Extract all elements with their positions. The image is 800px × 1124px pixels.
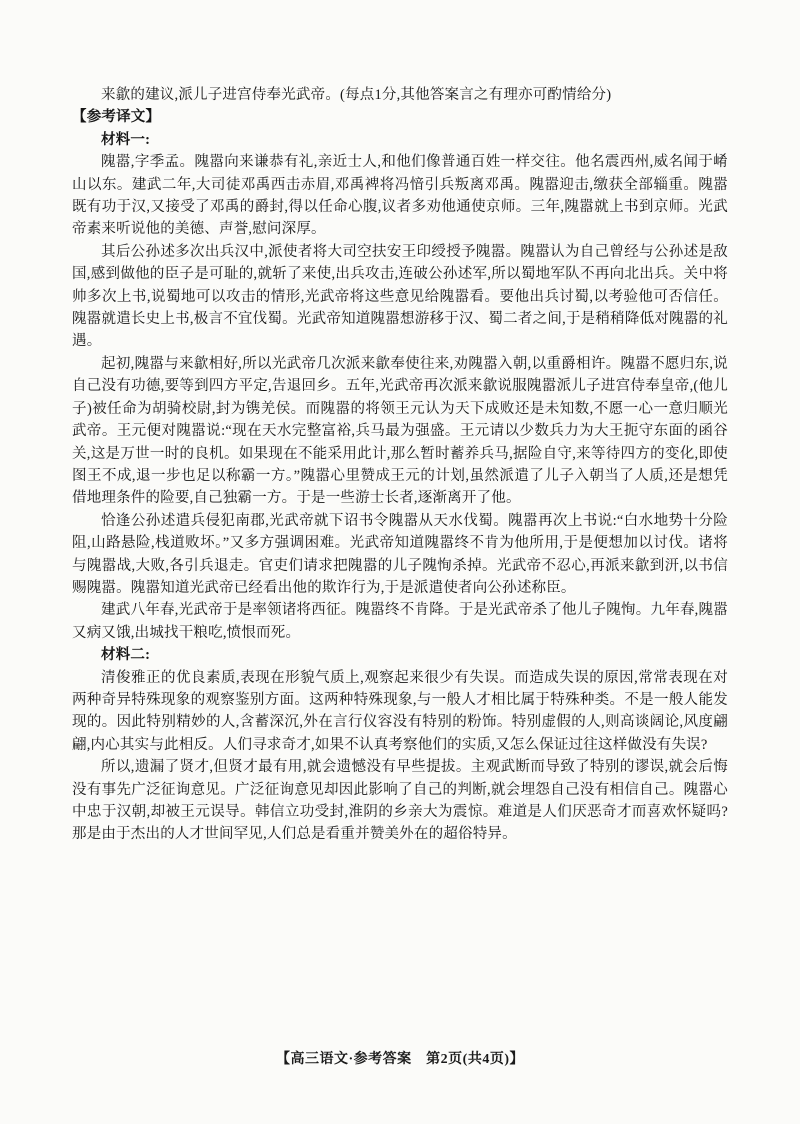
material1-paragraph-1: 隗嚣,字季孟。隗嚣向来谦恭有礼,亲近士人,和他们像普通百姓一样交往。他名震西州,威名闻于崤山以东。建武二年,大司徒邓禹西击赤眉,邓禹裨将冯愔引兵叛离邓禹。隗嚣迎击,缴获全部辎重。隗嚣既有功于汉,又接受了邓禹的爵封,得以任命心腹,议者多劝他通使京师。三年,隗嚣就上书到京师。光武帝素来听说他的美德、声誉,慰问深厚。 — [72, 154, 728, 238]
material2-label: 材料二: — [101, 647, 151, 664]
material2-paragraph-2: 所以,遗漏了贤才,但贤才最有用,就会遗憾没有早些提拔。主观武断而导致了特别的谬误,就会后悔没有事先广泛征询意见。广泛征询意见却因此影响了自己的判断,就会埋怨自己没有相信自己。隗嚣心中忠于汉朝,却被王元误导。韩信立功受封,淮阴的乡亲大为震惊。难道是人们厌恶奇才而喜欢怀疑吗?那是由于杰出的人才世间罕见,人们总是看重并赞美外在的超俗特异。 — [72, 759, 728, 843]
reference-translation-header: 【参考译文】 — [72, 109, 161, 126]
material1-label: 材料一: — [101, 131, 151, 148]
material1-paragraph-5: 建武八年春,光武帝于是率领诸将西征。隗嚣终不肯降。于是光武帝杀了他儿子隗恂。九年春,隗嚣又病又饿,出城找干粮吃,愤恨而死。 — [72, 602, 728, 641]
material1-paragraph-3: 起初,隗嚣与来歙相好,所以光武帝几次派来歙奉使往来,劝隗嚣入朝,以重爵相许。隗嚣不愿归东,说自己没有功德,要等到四方平定,告退回乡。五年,光武帝再次派来歙说服隗嚣派儿子进宫侍奉皇帝,(他儿子)被任命为胡骑校尉,封为镌羌侯。而隗嚣的将领王元认为天下成败还是未知数,不愿一心一意归顺光武帝。王元便对隗嚣说:“现在天水完整富裕,兵马最为强盛。王元请以少数兵力为大王扼守东面的函谷关,这是万世一时的良机。如果现在不能采用此计,那么暂时蓄养兵马,据险自守,来等待四方的变化,即使图王不成,退一步也足以称霸一方。”隗嚣心里赞成王元的计划,虽然派遣了儿子入朝当了人质,还是想凭借地理条件的险要,自己独霸一方。于是一些游士长者,逐渐离开了他。 — [72, 355, 728, 507]
material2-paragraph-1: 清俊雅正的优良素质,表现在形貌气质上,观察起来很少有失误。而造成失误的原因,常常表现在对两种奇异特殊现象的观察鉴别方面。这两种特殊现象,与一般人才相比属于特殊种类。不是一般人能发现的。因此特别精妙的人,含蓄深沉,外在言行仪容没有特别的粉饰。特别虚假的人,则高谈阔论,风度翩翩,内心其实与此相反。人们寻求奇才,如果不认真考察他们的实质,又怎么保证过往这样做没有失误? — [72, 669, 728, 753]
page-footer: 【高三语文·参考答案 第2页(共4页)】 — [276, 1052, 524, 1067]
answer-continuation-line: 来歙的建议,派儿子进宫侍奉光武帝。(每点1分,其他答案言之有理亦可酌情给分) — [101, 87, 612, 103]
material1-paragraph-4: 恰逢公孙述遣兵侵犯南郡,光武帝就下诏书令隗嚣从天水伐蜀。隗嚣再次上书说:“白水地势十分险阻,山路悬险,栈道败坏。”又多方强调困难。光武帝知道隗嚣终不肯为他所用,于是便想加以讨伐。诸将与隗嚣战,大败,各引兵退走。官吏们请求把隗嚣的儿子隗恂杀掉。光武帝不忍心,再派来歙到汧,以书信赐隗嚣。隗嚣知道光武帝已经看出他的欺诈行为,于是派遣使者向公孙述称臣。 — [72, 512, 728, 596]
material1-paragraph-2: 其后公孙述多次出兵汉中,派使者将大司空扶安王印绶授予隗嚣。隗嚣认为自己曾经与公孙述是敌国,感到做他的臣子是可耻的,就斩了来使,出兵攻击,连破公孙述军,所以蜀地军队不再向北出兵。关中将帅多次上书,说蜀地可以攻击的情形,光武帝将这些意见给隗嚣看。要他出兵讨蜀,以考验他可否信任。隗嚣就遣长史上书,极言不宜伐蜀。光武帝知道隗嚣想游移于汉、蜀二者之间,于是稍稍降低对隗嚣的礼遇。 — [72, 243, 728, 350]
document-body — [72, 84, 728, 846]
